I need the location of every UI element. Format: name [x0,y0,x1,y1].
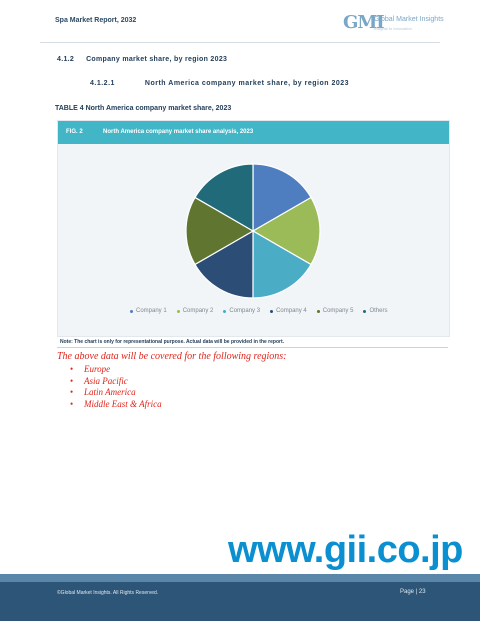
company-logo [343,12,443,36]
legend-item [177,308,214,314]
legend-label: Company 4 [276,308,307,314]
legend-swatch [130,310,133,313]
logo-tagline: Insights to Innovation [374,26,412,31]
footer [0,582,480,621]
legend-swatch [223,310,226,313]
subsection-title: North America company market share, by region 2023 [144,80,350,87]
region-item [70,376,162,388]
chart-note: Note: The chart is only for representational purpose. Actual data will be provided in the report. [60,339,285,345]
legend-swatch [270,310,273,313]
subsection-number: 4.1.2.1 [90,80,115,87]
bullet-icon: • [70,364,74,374]
legend-item [270,308,307,314]
legend-item [317,308,354,314]
pie-chart [58,144,449,304]
footer-band [0,574,480,582]
header-divider [40,42,440,43]
legend-swatch [363,310,366,313]
note-divider [57,347,448,348]
chart-legend [130,308,388,314]
footer-copyright: ©Global Market Insights. All Rights Reserved. [57,590,159,596]
logo-mark: GMI [343,12,384,33]
legend-item [363,308,387,314]
section-title: Company market share, by region 2023 [86,56,228,63]
legend-label: Company 3 [229,308,261,314]
report-title: Spa Market Report, 2032 [55,17,137,24]
watermark: www.gii.co.jp [228,529,463,571]
region-label: Latin America [84,387,136,397]
figure-box [57,120,450,337]
figure-title: North America company market share analysis, 2023 [103,129,254,135]
region-item [70,364,162,376]
regions-list [70,364,162,410]
bullet-icon: • [70,375,74,386]
legend-item [130,308,167,314]
figure-header [58,121,449,144]
region-item [70,387,162,399]
legend-label: Company 1 [136,308,167,314]
figure-label: FIG. 2 [66,129,83,135]
table-caption: TABLE 4 North America company market share, 2023 [55,105,232,112]
region-item [70,399,162,411]
bullet-icon: • [70,398,74,409]
legend-item [223,308,260,314]
region-label: Middle East & Africa [84,398,162,409]
subsection-heading [90,80,349,87]
bullet-icon: • [70,387,74,397]
regions-intro: The above data will be covered for the following regions: [57,351,287,362]
section-number: 4.1.2 [57,56,75,63]
legend-label: Others [369,308,388,314]
legend-swatch [317,310,320,313]
legend-label: Company 2 [182,308,214,314]
region-label: Europe [84,364,111,374]
section-heading [57,56,227,63]
logo-name: Global Market Insights [374,16,444,23]
legend-label: Company 5 [322,308,354,314]
region-label: Asia Pacific [84,375,128,386]
page-number: Page | 23 [400,589,426,595]
legend-swatch [177,310,180,313]
